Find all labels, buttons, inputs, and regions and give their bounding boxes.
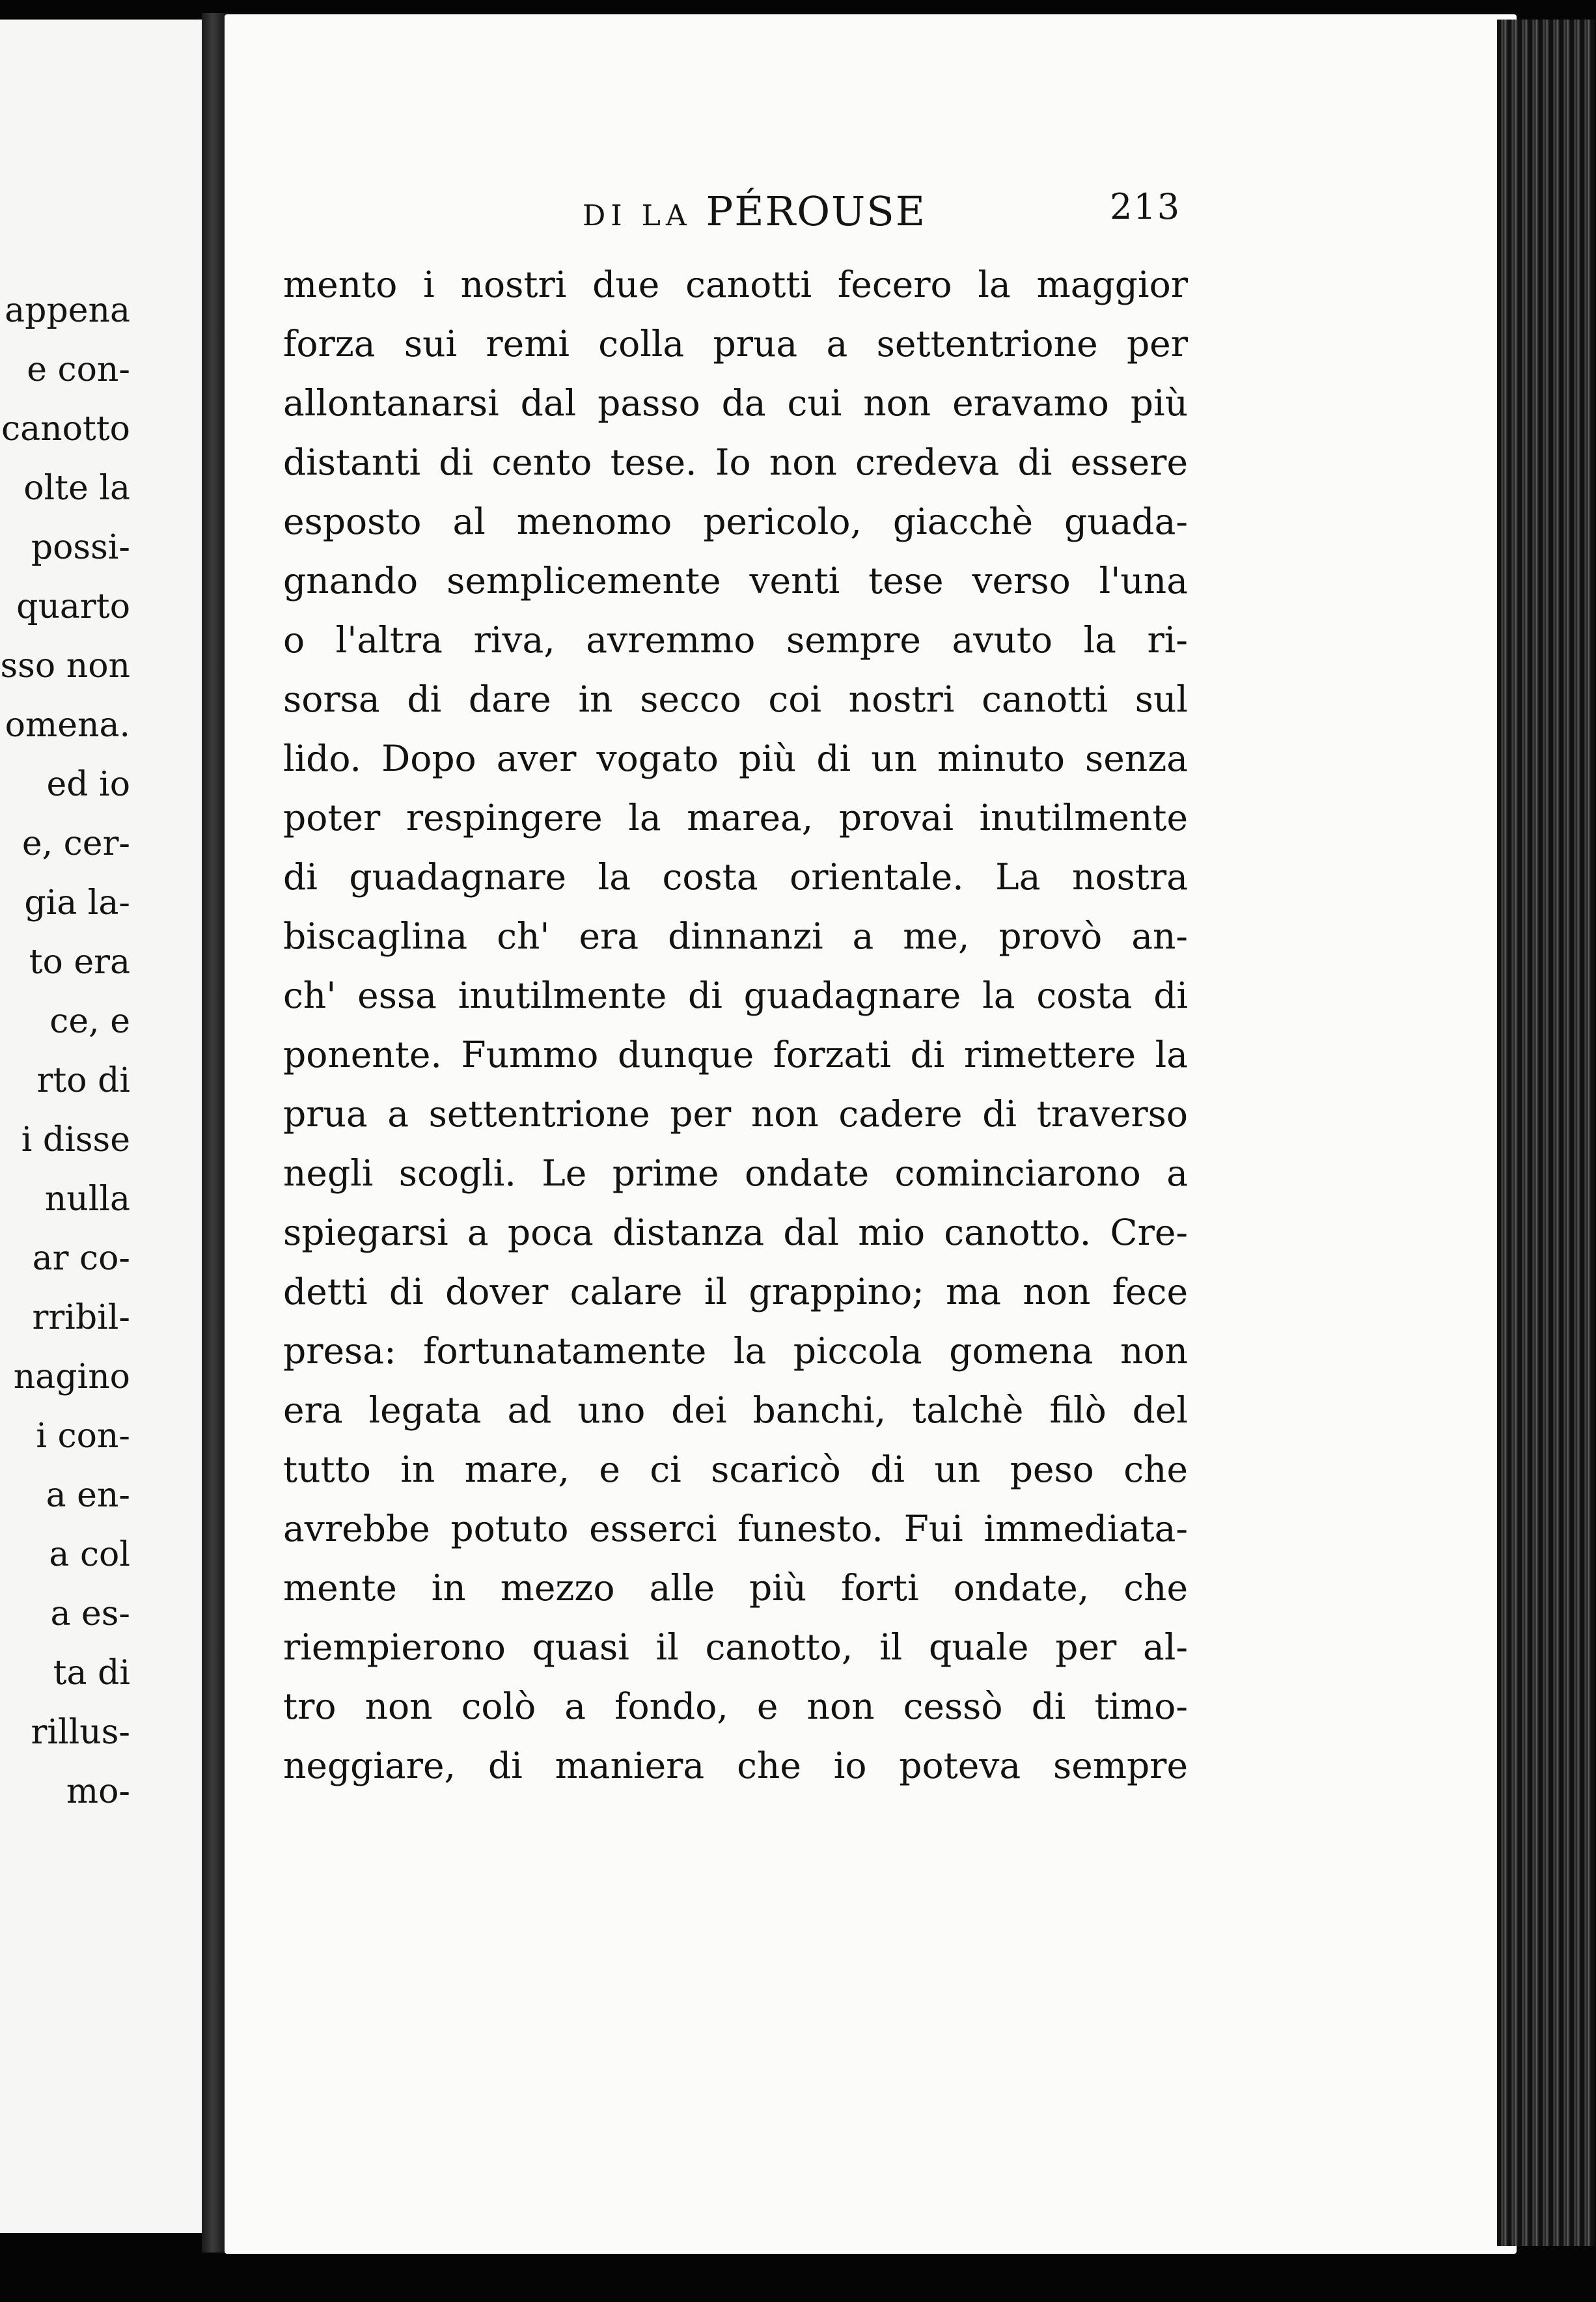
body-text-line: tro non colò a fondo, e non cessò di timo- [283, 1685, 1188, 1727]
body-text-line: presa: fortunatamente la piccola gomena non [283, 1330, 1188, 1372]
left-page-text [0, 281, 130, 1822]
left-text-line: a en- [46, 1476, 130, 1515]
left-text-line: olte la [23, 469, 130, 508]
left-text-line: gia la- [24, 883, 130, 922]
running-head [583, 187, 926, 233]
left-text-line: rribil- [32, 1298, 130, 1337]
page-block-edges [1497, 20, 1595, 2246]
left-text-line: e con- [27, 350, 130, 389]
page-number: 213 [1110, 186, 1181, 227]
left-text-line: ce, e [49, 1002, 130, 1041]
body-text-line: forza sui remi colla prua a settentrione per [283, 323, 1188, 365]
body-text-line: neggiare, di maniera che io poteva sempre [283, 1745, 1188, 1786]
body-text-line: era legata ad uno dei banchi, talchè filò del [283, 1389, 1188, 1431]
body-text-line: ch' essa inutilmente di guadagnare la costa di [283, 975, 1188, 1016]
left-text-line: nagino [13, 1357, 130, 1396]
body-text-line: prua a settentrione per non cadere di traverso [283, 1093, 1188, 1135]
left-text-line: mo- [66, 1772, 130, 1811]
body-text-line: spiegarsi a poca distanza dal mio canotto. Cre- [283, 1212, 1188, 1253]
body-text-line: sorsa di dare in secco coi nostri canotti sul [283, 678, 1188, 720]
body-text-line: esposto al menomo pericolo, giacchè guada- [283, 501, 1188, 542]
left-text-line: ta di [53, 1654, 130, 1693]
left-text-line: nulla [44, 1180, 130, 1219]
left-text-line: ed io [46, 765, 130, 804]
left-text-line: a es- [50, 1594, 130, 1633]
body-text-line: tutto in mare, e ci scaricò di un peso che [283, 1449, 1188, 1490]
body-text-line: negli scogli. Le prime ondate cominciarono a [283, 1152, 1188, 1194]
left-text-line: rto di [36, 1061, 130, 1100]
body-text-line: lido. Dopo aver vogato più di un minuto senza [283, 738, 1188, 779]
body-text-line: di guadagnare la costa orientale. La nostra [283, 856, 1188, 898]
left-text-line: e, cer- [21, 824, 130, 863]
running-head-name: PÉROUSE [706, 187, 927, 235]
body-text-line: mento i nostri due canotti fecero la maggior [283, 264, 1188, 305]
body-text-line: biscaglina ch' era dinnanzi a me, provò an- [283, 915, 1188, 957]
body-text-line: mente in mezzo alle più forti ondate, che [283, 1567, 1188, 1609]
left-text-line: rillus- [31, 1713, 130, 1752]
body-text-line: distanti di cento tese. Io non credeva di essere [283, 441, 1188, 483]
body-text-line: ponente. Fummo dunque forzati di rimettere la [283, 1034, 1188, 1075]
left-text-line: to era [29, 943, 130, 982]
body-text-line: gnando semplicemente venti tese verso l'una [283, 560, 1188, 602]
left-text-line: a col [49, 1535, 130, 1574]
left-text-line: appena [5, 291, 130, 330]
body-text-line: poter respingere la marea, provai inutilmente [283, 797, 1188, 839]
left-text-line: omena. [5, 706, 130, 745]
left-text-line: sso non [0, 646, 130, 686]
body-text-line: detti di dover calare il grappino; ma non fece [283, 1271, 1188, 1312]
body-text-line: riempierono quasi il canotto, il quale per al- [283, 1626, 1188, 1668]
body-text-line: allontanarsi dal passo da cui non eravamo più [283, 382, 1188, 424]
left-facing-page [0, 20, 202, 2233]
left-text-line: quarto [16, 587, 130, 626]
left-text-line: possi- [31, 528, 130, 567]
body-text [283, 255, 1188, 1796]
left-text-line: canotto [1, 409, 130, 449]
running-head-prefix: DI LA [583, 199, 692, 232]
body-text-line: o l'altra riva, avremmo sempre avuto la ri- [283, 619, 1188, 661]
left-text-line: i con- [36, 1417, 130, 1456]
left-text-line: i disse [21, 1120, 130, 1159]
body-text-line: avrebbe potuto esserci funesto. Fui immediata- [283, 1508, 1188, 1549]
left-text-line: ar co- [32, 1239, 130, 1278]
